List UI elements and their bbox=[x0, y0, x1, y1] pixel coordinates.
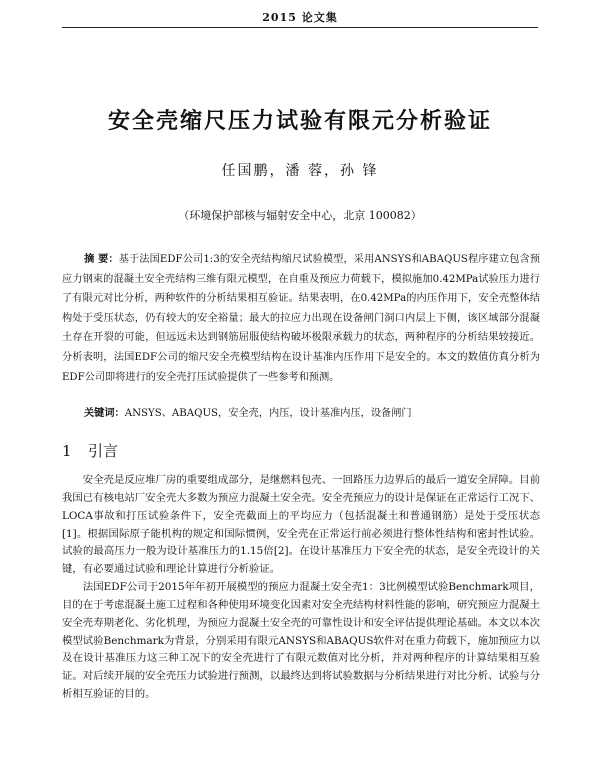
abstract-text: 基于法国EDF公司1:3的安全壳结构缩尺试验模型，采用ANSYS和ABAQUS程序建立包含预应力钢束的混凝土安全壳结构三维有限元模型，在自重及预应力荷载下，模拟施加0.42MPa试验压力进行了有限元对比分析，两种软件的分析结果相互验证。结果表明，在0.42MPa的内压作用下，安全壳整体结构处于受压状态，仍有较大的安全裕量；最大的拉应力出现在设备闸门洞口内层上下侧，该区域部分混凝土存在开裂的可能，但远远未达到钢筋屈服使结构破坏极限承载力的状态，两种程序的分析结果较接近。分析表明，法国EDF公司的缩尺安全壳模型结构在设计基准内压作用下是安全的。本文的数值仿真分析为EDF公司即将进行的安全壳打压试验提供了一些参考和预测。 bbox=[62, 254, 541, 383]
body-paragraph-1: 安全壳是反应堆厂房的重要组成部分，是继燃料包壳、一回路压力边界后的最后一道安全屏障。目前我国已有核电站厂安全壳大多数为预应力混凝土安全壳。安全壳预应力的设计是保证在正常运行工况下、LOCA事故和打压试验条件下，安全壳截面上的平均应力（包括混凝土和普通钢筋）是处于受压状态[1]。根据国际原子能机构的规定和国际惯例，安全壳在正常运行前必须进行整体性结构和密封性试验。试验的最高压力一般为设计基准压力的1.15倍[2]。在设计基准压力下安全壳的状态，是安全壳设计的关键，有必要通过试验和理论计算进行分析验证。 bbox=[62, 474, 540, 576]
section-heading bbox=[62, 440, 118, 461]
keywords-label: 关键词： bbox=[84, 408, 125, 419]
abstract-block bbox=[62, 250, 540, 387]
paper-title: 安全壳缩尺压力试验有限元分析验证 bbox=[107, 108, 492, 134]
header-rule bbox=[62, 27, 538, 28]
running-header-title: 2015 论文集 bbox=[262, 11, 338, 24]
abstract-label: 摘 要： bbox=[84, 254, 119, 265]
running-header bbox=[0, 0, 600, 30]
section-title: 引言 bbox=[88, 442, 119, 460]
keywords-text: ANSYS、ABAQUS，安全壳，内压，设计基准内压，设备闸门 bbox=[124, 408, 412, 419]
body-paragraph-2: 法国EDF公司于2015年年初开展模型的预应力混凝土安全壳1：3比例模型试验Benchmark项目，目的在于考虑混凝土施工过程和各种使用环境变化因素对安全壳结构材料性能的影响，研究预应力混凝土安全壳寿期老化、劣化机理，为预应力混凝土安全壳的可靠性设计和安全评估提供理论基础。本文以本次模型试验Benchmark为背景，分别采用有限元ANSYS和ABAQUS软件对在重力荷载下，施加预应力以及在设计基准压力这三种工况下的安全壳进行了有限元数值对比分析，并对两种程序的计算结果相互验证。对后续开展的安全壳压力试验进行预测，以最终达到将试验数据与分析结果进行对比分析、试验与分析相互验证的目的。 bbox=[62, 581, 540, 701]
paper-affiliation: （环境保护部核与辐射安全中心，北京 100082） bbox=[178, 209, 422, 222]
paper-authors: 任国鹏，潘 蓉，孙 锋 bbox=[221, 163, 379, 179]
section-body bbox=[62, 472, 540, 704]
section-number: 1 bbox=[62, 442, 72, 460]
keywords-block bbox=[84, 406, 540, 422]
